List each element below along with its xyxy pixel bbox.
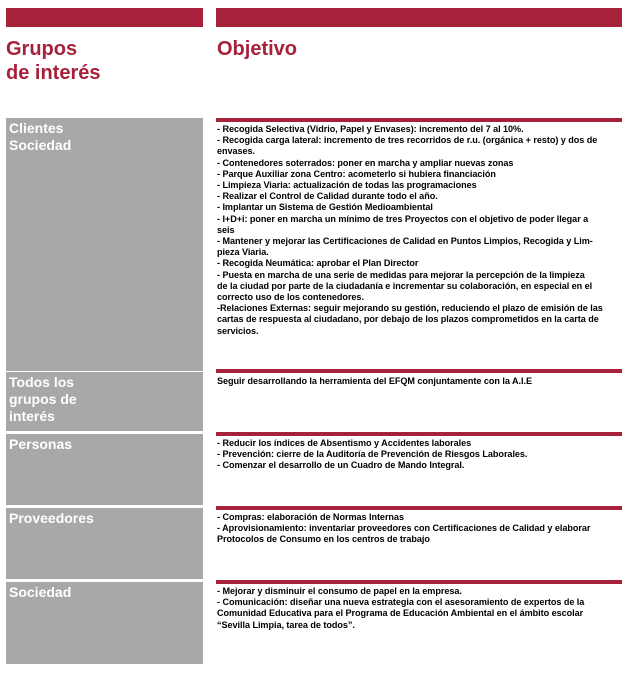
group-cell-clientes-sociedad (6, 118, 203, 371)
objective-list-personas (217, 438, 623, 472)
objective-line: Comunidad Educativa para el Programa de Educación Ambiental en el ámbito escolar (217, 608, 584, 619)
groups-heading-line-2: de interés (6, 62, 101, 84)
group-label-line: Personas (9, 436, 73, 452)
objective-list-todos (217, 376, 623, 387)
group-label-line: Todos los (9, 374, 75, 390)
objective-line: seis (217, 224, 235, 235)
objective-line: - Comunicación: diseñar una nueva estrategia con el asesoramiento de expertos de la (217, 597, 585, 608)
objective-line: - Comenzar el desarrollo de un Cuadro de Mando Integral. (217, 460, 465, 471)
objective-list-proveedores (217, 512, 623, 546)
objective-line: pieza Viaria. (217, 247, 269, 258)
group-label-line: Sociedad (9, 584, 72, 600)
header-bar-right (216, 8, 622, 27)
objective-line: Seguir desarrollando la herramienta del EFQM conjuntamente con la A.I.E (217, 376, 532, 386)
objective-rule (216, 432, 622, 436)
objective-line: - Compras: elaboración de Normas Internas (217, 512, 404, 522)
objective-rule (216, 506, 622, 510)
objective-line: - Reducir los índices de Absentismo y Accidentes laborales (217, 438, 472, 448)
objective-list-sociedad (217, 586, 623, 631)
objective-rule (216, 369, 622, 373)
objective-line: - Mejorar y disminuir el consumo de papel en la empresa. (217, 586, 462, 596)
objective-line: servicios. (217, 325, 259, 336)
objective-line: de la ciudad por parte de la ciudadanía e incrementar su colaboración, en especial en el (217, 280, 593, 291)
objective-rule (216, 580, 622, 584)
objective-line: - Recogida Neumática: aprobar el Plan Director (217, 258, 419, 269)
objective-line: envases. (217, 146, 256, 157)
objective-line: - Limpieza Viaria: actualización de todas las programaciones (217, 180, 477, 191)
objective-line: - Implantar un Sistema de Gestión Medioambiental (217, 202, 433, 213)
objective-line: - Recogida carga lateral: incremento de tres recorridos de r.u. (orgánica + resto) y dos de (217, 135, 598, 146)
objective-line: - Mantener y mejorar las Certificaciones de Calidad en Puntos Limpios, Recogida y Lim- (217, 236, 593, 247)
group-label-line: grupos de (9, 391, 77, 407)
groups-heading-line-1: Grupos (6, 38, 78, 60)
objective-line: - I+D+i: poner en marcha un mínimo de tres Proyectos con el objetivo de poder llegar a (217, 213, 589, 224)
group-cell-personas (6, 434, 203, 505)
objective-line: - Contenedores soterrados: poner en marcha y ampliar nuevas zonas (217, 157, 514, 168)
objective-list-clientes-sociedad (217, 124, 623, 337)
objective-line: - Parque Auxiliar zona Centro: acometerlo si hubiera financiación (217, 168, 496, 179)
group-cell-proveedores (6, 508, 203, 579)
objective-line: cartas de respuesta al ciudadano, por debajo de los plazos comprometidos en la carta de (217, 314, 599, 325)
objective-line: - Realizar el Control de Calidad durante todo el año. (217, 191, 438, 202)
group-cell-todos (6, 372, 203, 431)
group-label-line: interés (9, 408, 55, 424)
groups-heading (6, 37, 203, 85)
objective-rule (216, 118, 622, 122)
objective-line: - Prevención: cierre de la Auditoría de Prevención de Riesgos Laborales. (217, 449, 528, 460)
objective-line: “Sevilla Limpia, tarea de todos”. (217, 619, 355, 630)
group-cell-sociedad (6, 582, 203, 664)
group-label-line: Proveedores (9, 510, 94, 526)
objective-line: correcto uso de los contenedores. (217, 292, 364, 303)
objective-line: - Recogida Selectiva (Vidrio, Papel y Envases): incremento del 7 al 10%. (217, 124, 524, 134)
group-label-line: Sociedad (9, 137, 72, 153)
objective-heading: Objetivo (217, 38, 298, 60)
objective-line: - Puesta en marcha de una serie de medidas para mejorar la percepción de la limpieza (217, 269, 585, 280)
objective-line: -Relaciones Externas: seguir mejorando su gestión, reduciendo el plazo de emisión de las (217, 303, 603, 314)
objective-line: - Aprovisionamiento: inventariar proveedores con Certificaciones de Calidad y elaborar (217, 523, 591, 534)
objective-line: Protocolos de Consumo en los centros de trabajo (217, 534, 430, 545)
group-label-line: Clientes (9, 120, 64, 136)
header-bar-left (6, 8, 203, 27)
